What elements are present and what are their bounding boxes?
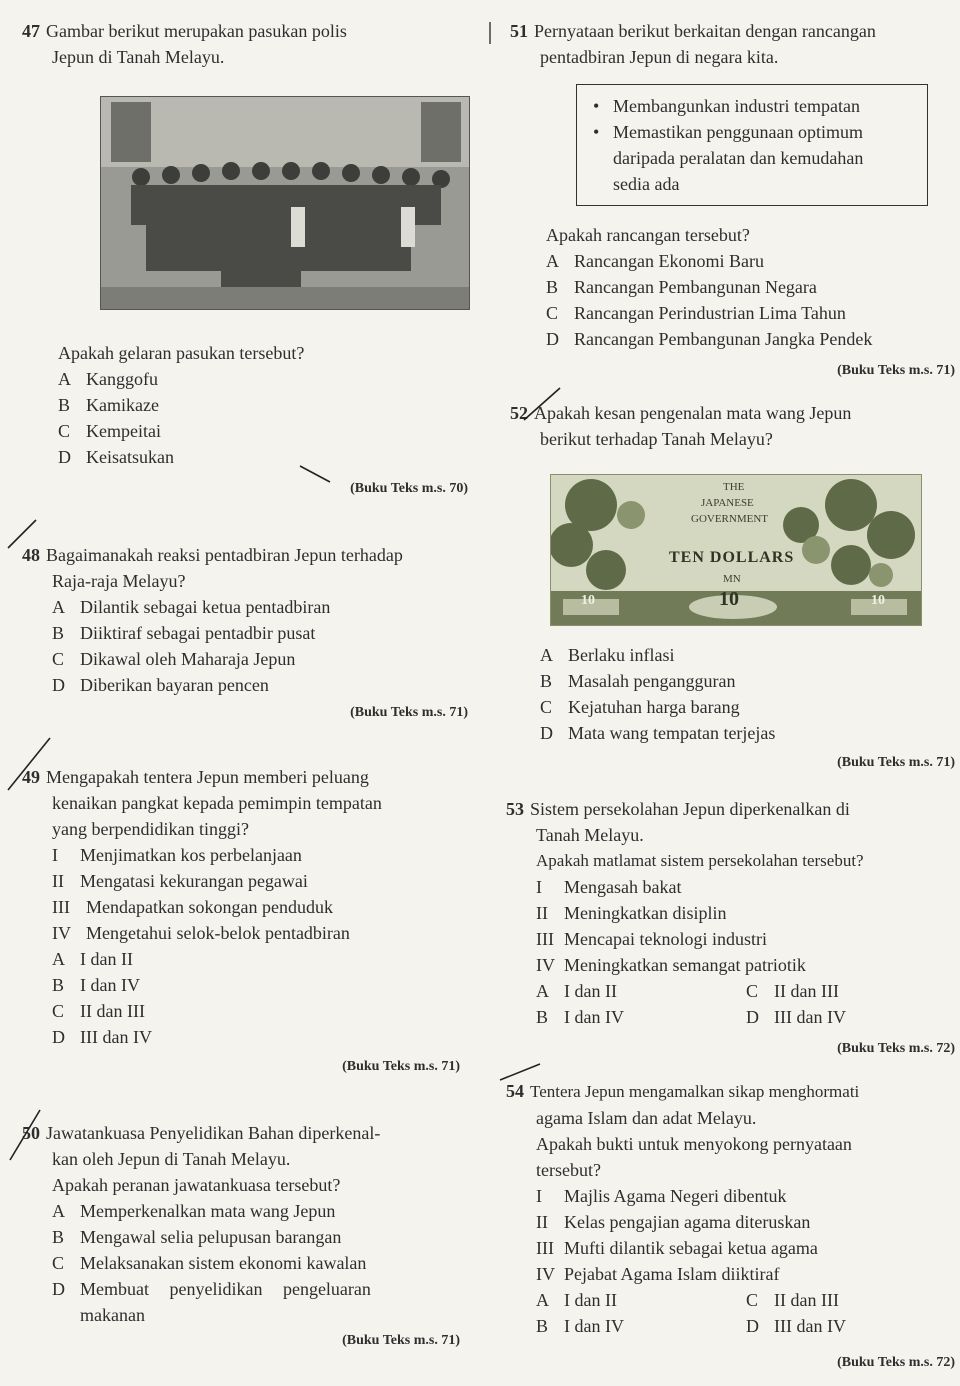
question-stem: Pernyataan berikut berkaitan dengan rancangan bbox=[534, 21, 876, 41]
banknote-value: TEN DOLLARS bbox=[669, 549, 795, 566]
option-c[interactable]: C Rancangan Perindustrian Lima Tahun bbox=[546, 303, 846, 323]
option-d[interactable]: D III dan IV bbox=[746, 1316, 846, 1336]
source-reference: (Buku Teks m.s. 71) bbox=[342, 1333, 460, 1348]
option-d[interactable]: D Mata wang tempatan terjejas bbox=[540, 723, 776, 743]
question-text: Apakah rancangan tersebut? bbox=[546, 225, 750, 245]
question-number: 47 bbox=[22, 21, 40, 41]
question-number: 48 bbox=[22, 545, 40, 565]
question-number: 52 bbox=[510, 403, 528, 423]
question-stem: Jawatankuasa Penyelidikan Bahan diperkenal- bbox=[46, 1123, 381, 1143]
question-stem: Raja-raja Melayu? bbox=[52, 571, 186, 591]
banknote-line3: GOVERNMENT bbox=[691, 513, 768, 525]
banknote-corner-right: 10 bbox=[871, 593, 885, 608]
option-a[interactable]: A Rancangan Ekonomi Baru bbox=[546, 251, 764, 271]
source-reference: (Buku Teks m.s. 71) bbox=[350, 705, 468, 720]
question-stem: yang berpendidikan tinggi? bbox=[52, 819, 249, 839]
banknote-code: MN bbox=[723, 573, 741, 585]
option-d[interactable]: D Diberikan bayaran pencen bbox=[52, 675, 269, 695]
option-b[interactable]: B I dan IV bbox=[52, 975, 140, 995]
option-a[interactable]: A I dan II bbox=[536, 1290, 617, 1310]
option-a[interactable]: A Kanggofu bbox=[58, 369, 158, 389]
option-a[interactable]: A I dan II bbox=[52, 949, 133, 969]
option-c[interactable]: C Dikawal oleh Maharaja Jepun bbox=[52, 649, 296, 669]
bullet-continued: daripada peralatan dan kemudahan bbox=[613, 148, 864, 168]
option-a[interactable]: A Dilantik sebagai ketua pentadbiran bbox=[52, 597, 331, 617]
banknote-line1: THE bbox=[723, 481, 745, 493]
option-c[interactable]: C Melaksanakan sistem ekonomi kawalan bbox=[52, 1253, 367, 1273]
source-reference: (Buku Teks m.s. 71) bbox=[837, 755, 955, 770]
option-a[interactable]: A Memperkenalkan mata wang Jepun bbox=[52, 1201, 336, 1221]
statement-iv: IV Mengetahui selok-belok pentadbiran bbox=[52, 923, 350, 943]
statement-i: I Mengasah bakat bbox=[536, 877, 682, 897]
statement-iii: III Mencapai teknologi industri bbox=[536, 929, 767, 949]
question-stem: kan oleh Jepun di Tanah Melayu. bbox=[52, 1149, 291, 1169]
option-b[interactable]: B Rancangan Pembangunan Negara bbox=[546, 277, 817, 297]
statement-iii: III Mendapatkan sokongan penduduk bbox=[52, 897, 333, 917]
option-d[interactable]: D III dan IV bbox=[746, 1007, 846, 1027]
source-reference: (Buku Teks m.s. 71) bbox=[837, 363, 955, 378]
source-reference: (Buku Teks m.s. 71) bbox=[342, 1059, 460, 1074]
option-d-continued: makanan bbox=[80, 1305, 145, 1325]
option-b[interactable]: B I dan IV bbox=[536, 1007, 624, 1027]
question-stem: Gambar berikut merupakan pasukan polis bbox=[46, 21, 347, 41]
question-stem: agama Islam dan adat Melayu. bbox=[536, 1108, 757, 1128]
question-stem: pentadbiran Jepun di negara kita. bbox=[540, 47, 779, 67]
question-stem: Jepun di Tanah Melayu. bbox=[52, 47, 225, 67]
question-stem: Mengapakah tentera Jepun memberi peluang bbox=[46, 767, 369, 787]
statement-ii: II Kelas pengajian agama diteruskan bbox=[536, 1212, 811, 1232]
option-d[interactable]: D III dan IV bbox=[52, 1027, 152, 1047]
question-stem: kenaikan pangkat kepada pemimpin tempatan bbox=[52, 793, 382, 813]
source-reference: (Buku Teks m.s. 70) bbox=[350, 481, 468, 496]
question-text: Apakah gelaran pasukan tersebut? bbox=[58, 343, 305, 363]
question-number: 54 bbox=[506, 1081, 524, 1101]
question-number: 50 bbox=[22, 1123, 40, 1143]
option-c[interactable]: C II dan III bbox=[746, 981, 839, 1001]
statement-ii: II Mengatasi kekurangan pegawai bbox=[52, 871, 308, 891]
option-c[interactable]: C II dan III bbox=[52, 1001, 145, 1021]
question-text: Apakah bukti untuk menyokong pernyataan bbox=[536, 1134, 852, 1154]
source-reference: (Buku Teks m.s. 72) bbox=[837, 1041, 955, 1056]
source-reference: (Buku Teks m.s. 72) bbox=[837, 1355, 955, 1370]
question-stem: Apakah kesan pengenalan mata wang Jepun bbox=[534, 403, 852, 423]
option-b[interactable]: B Kamikaze bbox=[58, 395, 159, 415]
bullet-item: • Memastikan penggunaan optimum bbox=[613, 119, 915, 145]
question-stem: Tanah Melayu. bbox=[536, 825, 644, 845]
statement-i: I Majlis Agama Negeri dibentuk bbox=[536, 1186, 787, 1206]
option-b[interactable]: B Masalah pengangguran bbox=[540, 671, 736, 691]
question-number: 51 bbox=[510, 21, 528, 41]
statement-iii: III Mufti dilantik sebagai ketua agama bbox=[536, 1238, 818, 1258]
banknote-center-value: 10 bbox=[719, 588, 739, 610]
option-d[interactable]: D Keisatsukan bbox=[58, 447, 174, 467]
option-b[interactable]: B Mengawal selia pelupusan barangan bbox=[52, 1227, 342, 1247]
statement-iv: IV Meningkatkan semangat patriotik bbox=[536, 955, 806, 975]
option-d[interactable]: D Membuat penyelidikan pengeluaran bbox=[52, 1279, 371, 1299]
option-c[interactable]: C Kempeitai bbox=[58, 421, 161, 441]
question-number: 49 bbox=[22, 767, 40, 787]
statement-iv: IV Pejabat Agama Islam diiktiraf bbox=[536, 1264, 780, 1284]
question-text: Apakah peranan jawatankuasa tersebut? bbox=[52, 1175, 341, 1195]
bullet-continued: sedia ada bbox=[613, 174, 680, 194]
question-stem: Bagaimanakah reaksi pentadbiran Jepun terhadap bbox=[46, 545, 403, 565]
option-a[interactable]: A I dan II bbox=[536, 981, 617, 1001]
option-d[interactable]: D Rancangan Pembangunan Jangka Pendek bbox=[546, 329, 873, 349]
option-c[interactable]: C Kejatuhan harga barang bbox=[540, 697, 740, 717]
question-stem: berikut terhadap Tanah Melayu? bbox=[540, 429, 773, 449]
option-a[interactable]: A Berlaku inflasi bbox=[540, 645, 675, 665]
option-b[interactable]: B I dan IV bbox=[536, 1316, 624, 1336]
question-text: tersebut? bbox=[536, 1160, 601, 1180]
option-c[interactable]: C II dan III bbox=[746, 1290, 839, 1310]
question-stem: Tentera Jepun mengamalkan sikap menghormati bbox=[530, 1082, 860, 1101]
statement-i: I Menjimatkan kos perbelanjaan bbox=[52, 845, 302, 865]
question-text: Apakah matlamat sistem persekolahan tersebut? bbox=[536, 851, 864, 870]
question-stem: Sistem persekolahan Jepun diperkenalkan di bbox=[530, 799, 850, 819]
statement-ii: II Meningkatkan disiplin bbox=[536, 903, 727, 923]
question-number: 53 bbox=[506, 799, 524, 819]
banknote-line2: JAPANESE bbox=[701, 497, 754, 509]
banknote-corner-left: 10 bbox=[581, 593, 595, 608]
option-b[interactable]: B Diiktiraf sebagai pentadbir pusat bbox=[52, 623, 316, 643]
bullet-item: • Membangunkan industri tempatan bbox=[613, 93, 915, 119]
